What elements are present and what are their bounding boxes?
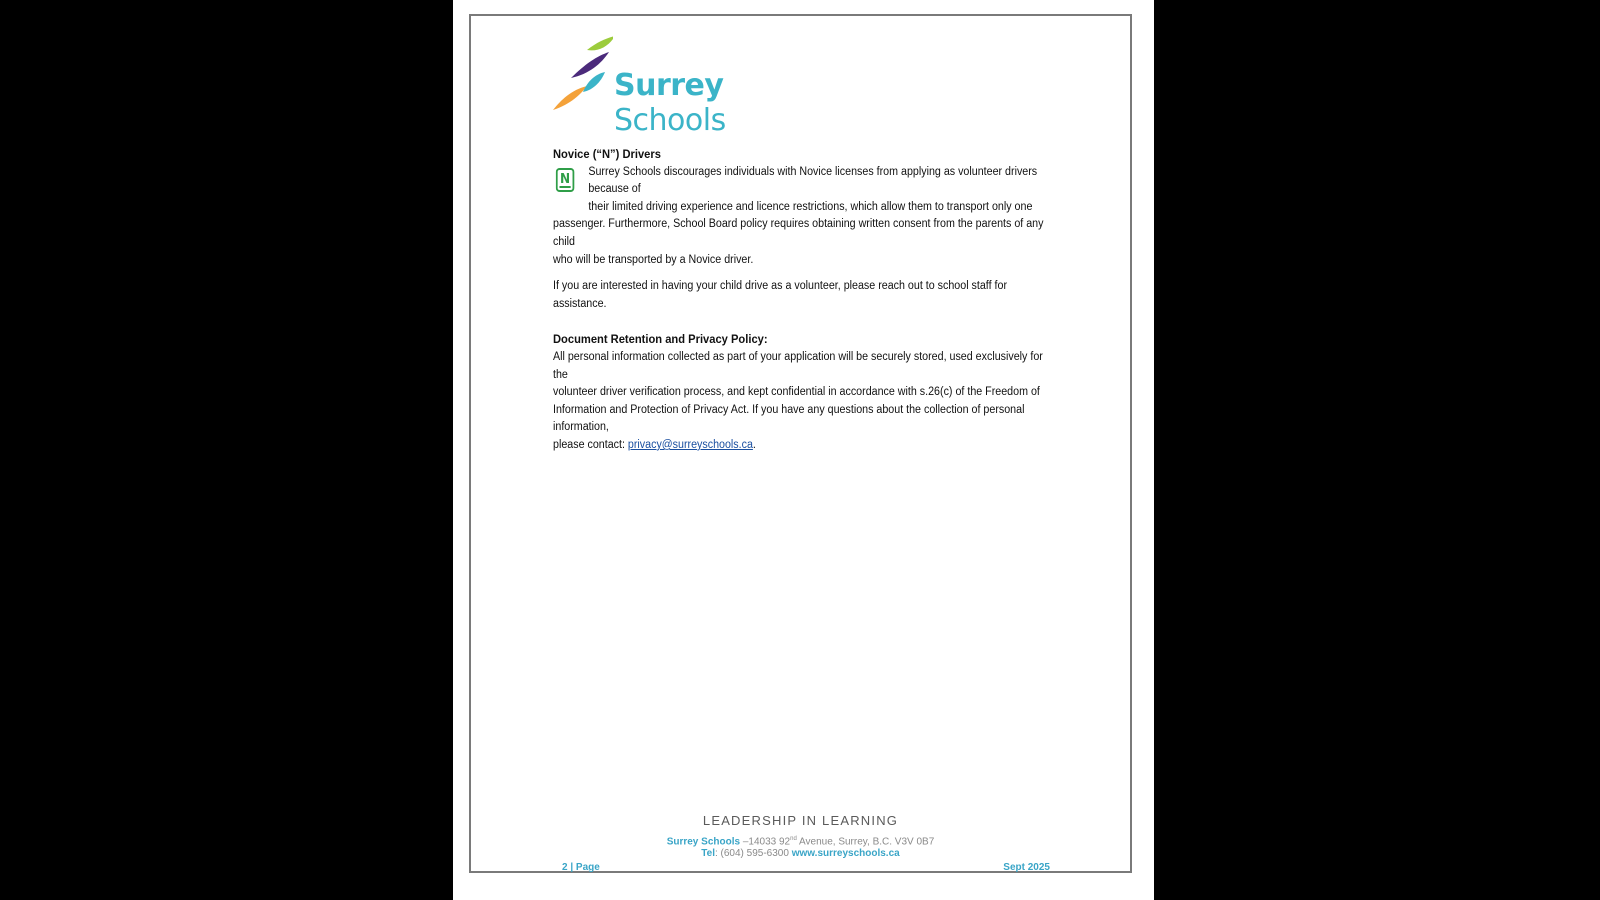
- footer-date: Sept 2025: [1003, 862, 1050, 873]
- privacy-period: .: [752, 438, 756, 451]
- footer-tagline: LEADERSHIP IN LEARNING: [702, 813, 899, 828]
- footer-tel-label: Tel: [701, 848, 715, 859]
- footer-address-suffix: Avenue, Surrey, B.C. V3V 0B7: [796, 836, 935, 848]
- footer-address: [471, 836, 1130, 847]
- page-border: [469, 14, 1132, 873]
- novice-line-1: Surrey Schools discourages individuals with Novice licenses from applying as volunteer drivers because of: [588, 165, 1038, 196]
- privacy-line-2: volunteer driver verification process, and kept confidential in accordance with s.26(c) of the Freedom of: [553, 386, 1040, 399]
- novice-note: If you are interested in having your child drive as a volunteer, please reach out to school staff for assistance.: [553, 280, 1008, 310]
- logo-word-surrey: Surrey: [614, 68, 724, 103]
- novice-paragraph: [553, 164, 1055, 270]
- footer-address-prefix: –14033 92: [740, 836, 791, 848]
- privacy-heading: Document Retention and Privacy Policy:: [553, 332, 768, 347]
- surrey-schools-logo: [551, 34, 811, 138]
- novice-line-2: their limited driving experience and licence restrictions, which allow them to transport only one: [588, 200, 1033, 213]
- logo-word-schools: Schools: [614, 103, 726, 138]
- document-body: [553, 146, 1055, 455]
- privacy-line-1: All personal information collected as part of your application will be securely stored, used exclusively for the: [553, 350, 1043, 381]
- privacy-contact-label: please contact:: [553, 438, 628, 451]
- footer-address-sup: nd: [790, 836, 797, 842]
- footer-tel-value: : (604) 595-6300: [714, 848, 792, 859]
- footer-contact: [471, 848, 1130, 859]
- novice-line-3: passenger. Furthermore, School Board policy requires obtaining written consent from the parents of any child: [553, 218, 1044, 248]
- novice-line-4: who will be transported by a Novice driver.: [553, 253, 754, 266]
- privacy-line-4: [553, 437, 1055, 455]
- svg-text:N: N: [560, 170, 571, 186]
- privacy-email-link[interactable]: privacy@surreyschools.ca: [627, 438, 753, 451]
- logo-mark-icon: [551, 34, 613, 114]
- footer-website-link[interactable]: www.surreyschools.ca: [791, 848, 900, 859]
- footer-page-number: 2 | Page: [562, 862, 600, 873]
- novice-n-sign-icon: [556, 168, 575, 192]
- logo-wordmark: [614, 68, 811, 138]
- privacy-line-3: Information and Protection of Privacy Act. If you have any questions about the collection of personal information,: [553, 403, 1025, 434]
- footer-brand: Surrey Schools: [666, 836, 741, 848]
- document-page: [453, 0, 1154, 900]
- novice-heading: Novice (“N”) Drivers: [553, 147, 661, 161]
